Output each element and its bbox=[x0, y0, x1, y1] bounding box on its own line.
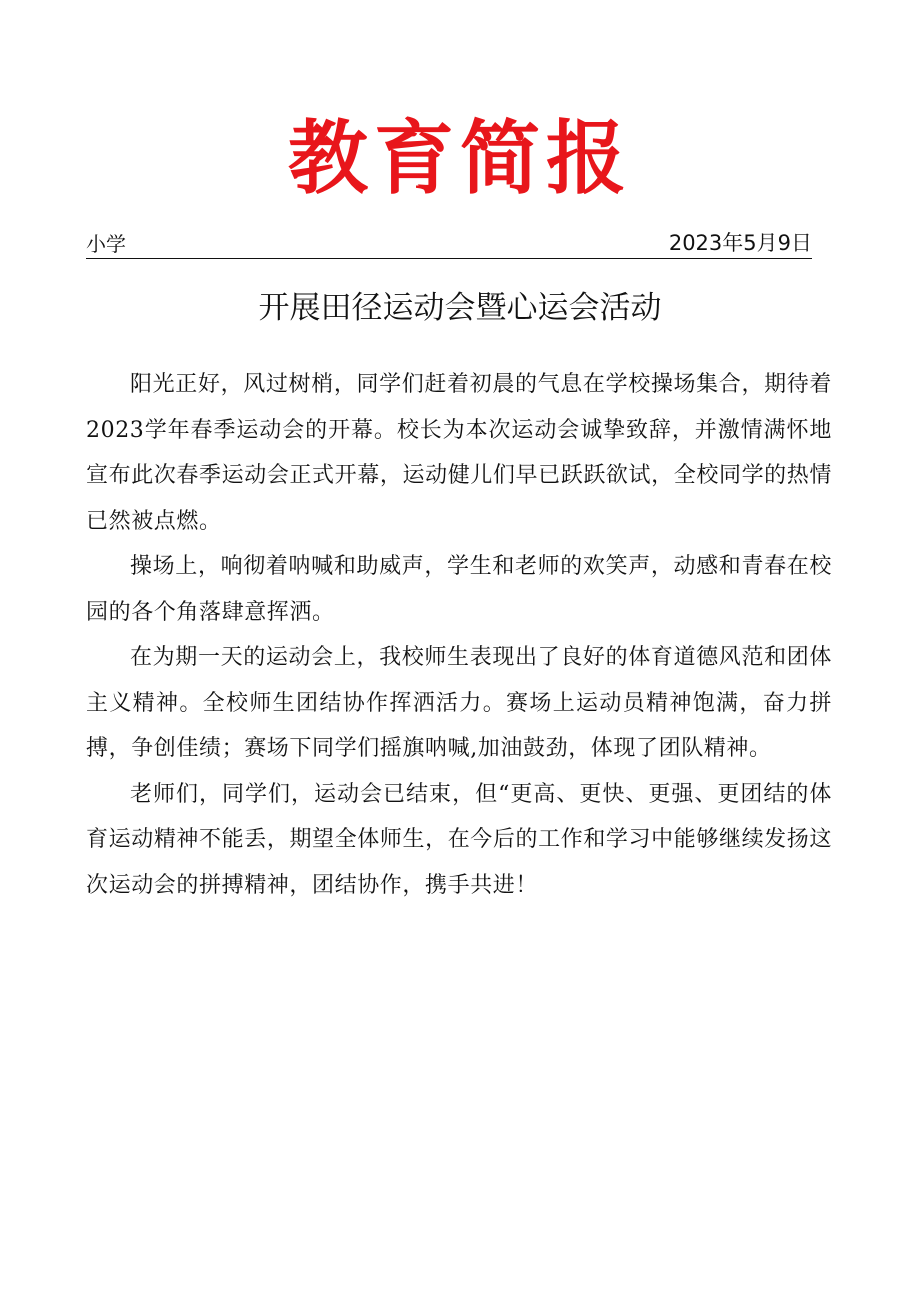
issue-info-line bbox=[86, 228, 812, 259]
article-body bbox=[86, 362, 832, 908]
article-paragraph: 阳光正好，风过树梢，同学们赶着初晨的气息在学校操场集合，期待着2023学年春季运动会的开幕。校长为本次运动会诚挚致辞，并激情满怀地宣布此次春季运动会正式开幕，运动健儿们早已跃跃欲试，全校同学的热情已然被点燃。 bbox=[86, 372, 832, 534]
school-name: 小学 bbox=[86, 232, 126, 256]
article-title: 开展田径运动会暨心运会活动 bbox=[258, 290, 662, 326]
issue-date: 2023年5月9日 bbox=[668, 231, 812, 255]
article-paragraph: 在为期一天的运动会上，我校师生表现出了良好的体育道德风范和团体主义精神。全校师生团结协作挥洒活力。赛场上运动员精神饱满，奋力拼搏，争创佳绩；赛场下同学们摇旗呐喊,加油鼓劲，体现了团队精神。 bbox=[86, 645, 832, 761]
article-paragraph: 老师们，同学们，运动会已结束，但“更高、更快、更强、更团结的体育运动精神不能丢，期望全体师生，在今后的工作和学习中能够继续发扬这次运动会的拼搏精神，团结协作，携手共进！ bbox=[86, 781, 832, 898]
article-paragraph: 操场上，响彻着呐喊和助威声，学生和老师的欢笑声，动感和青春在校园的各个角落肆意挥洒。 bbox=[86, 554, 832, 625]
masthead-title: 教育简报 bbox=[288, 111, 632, 205]
